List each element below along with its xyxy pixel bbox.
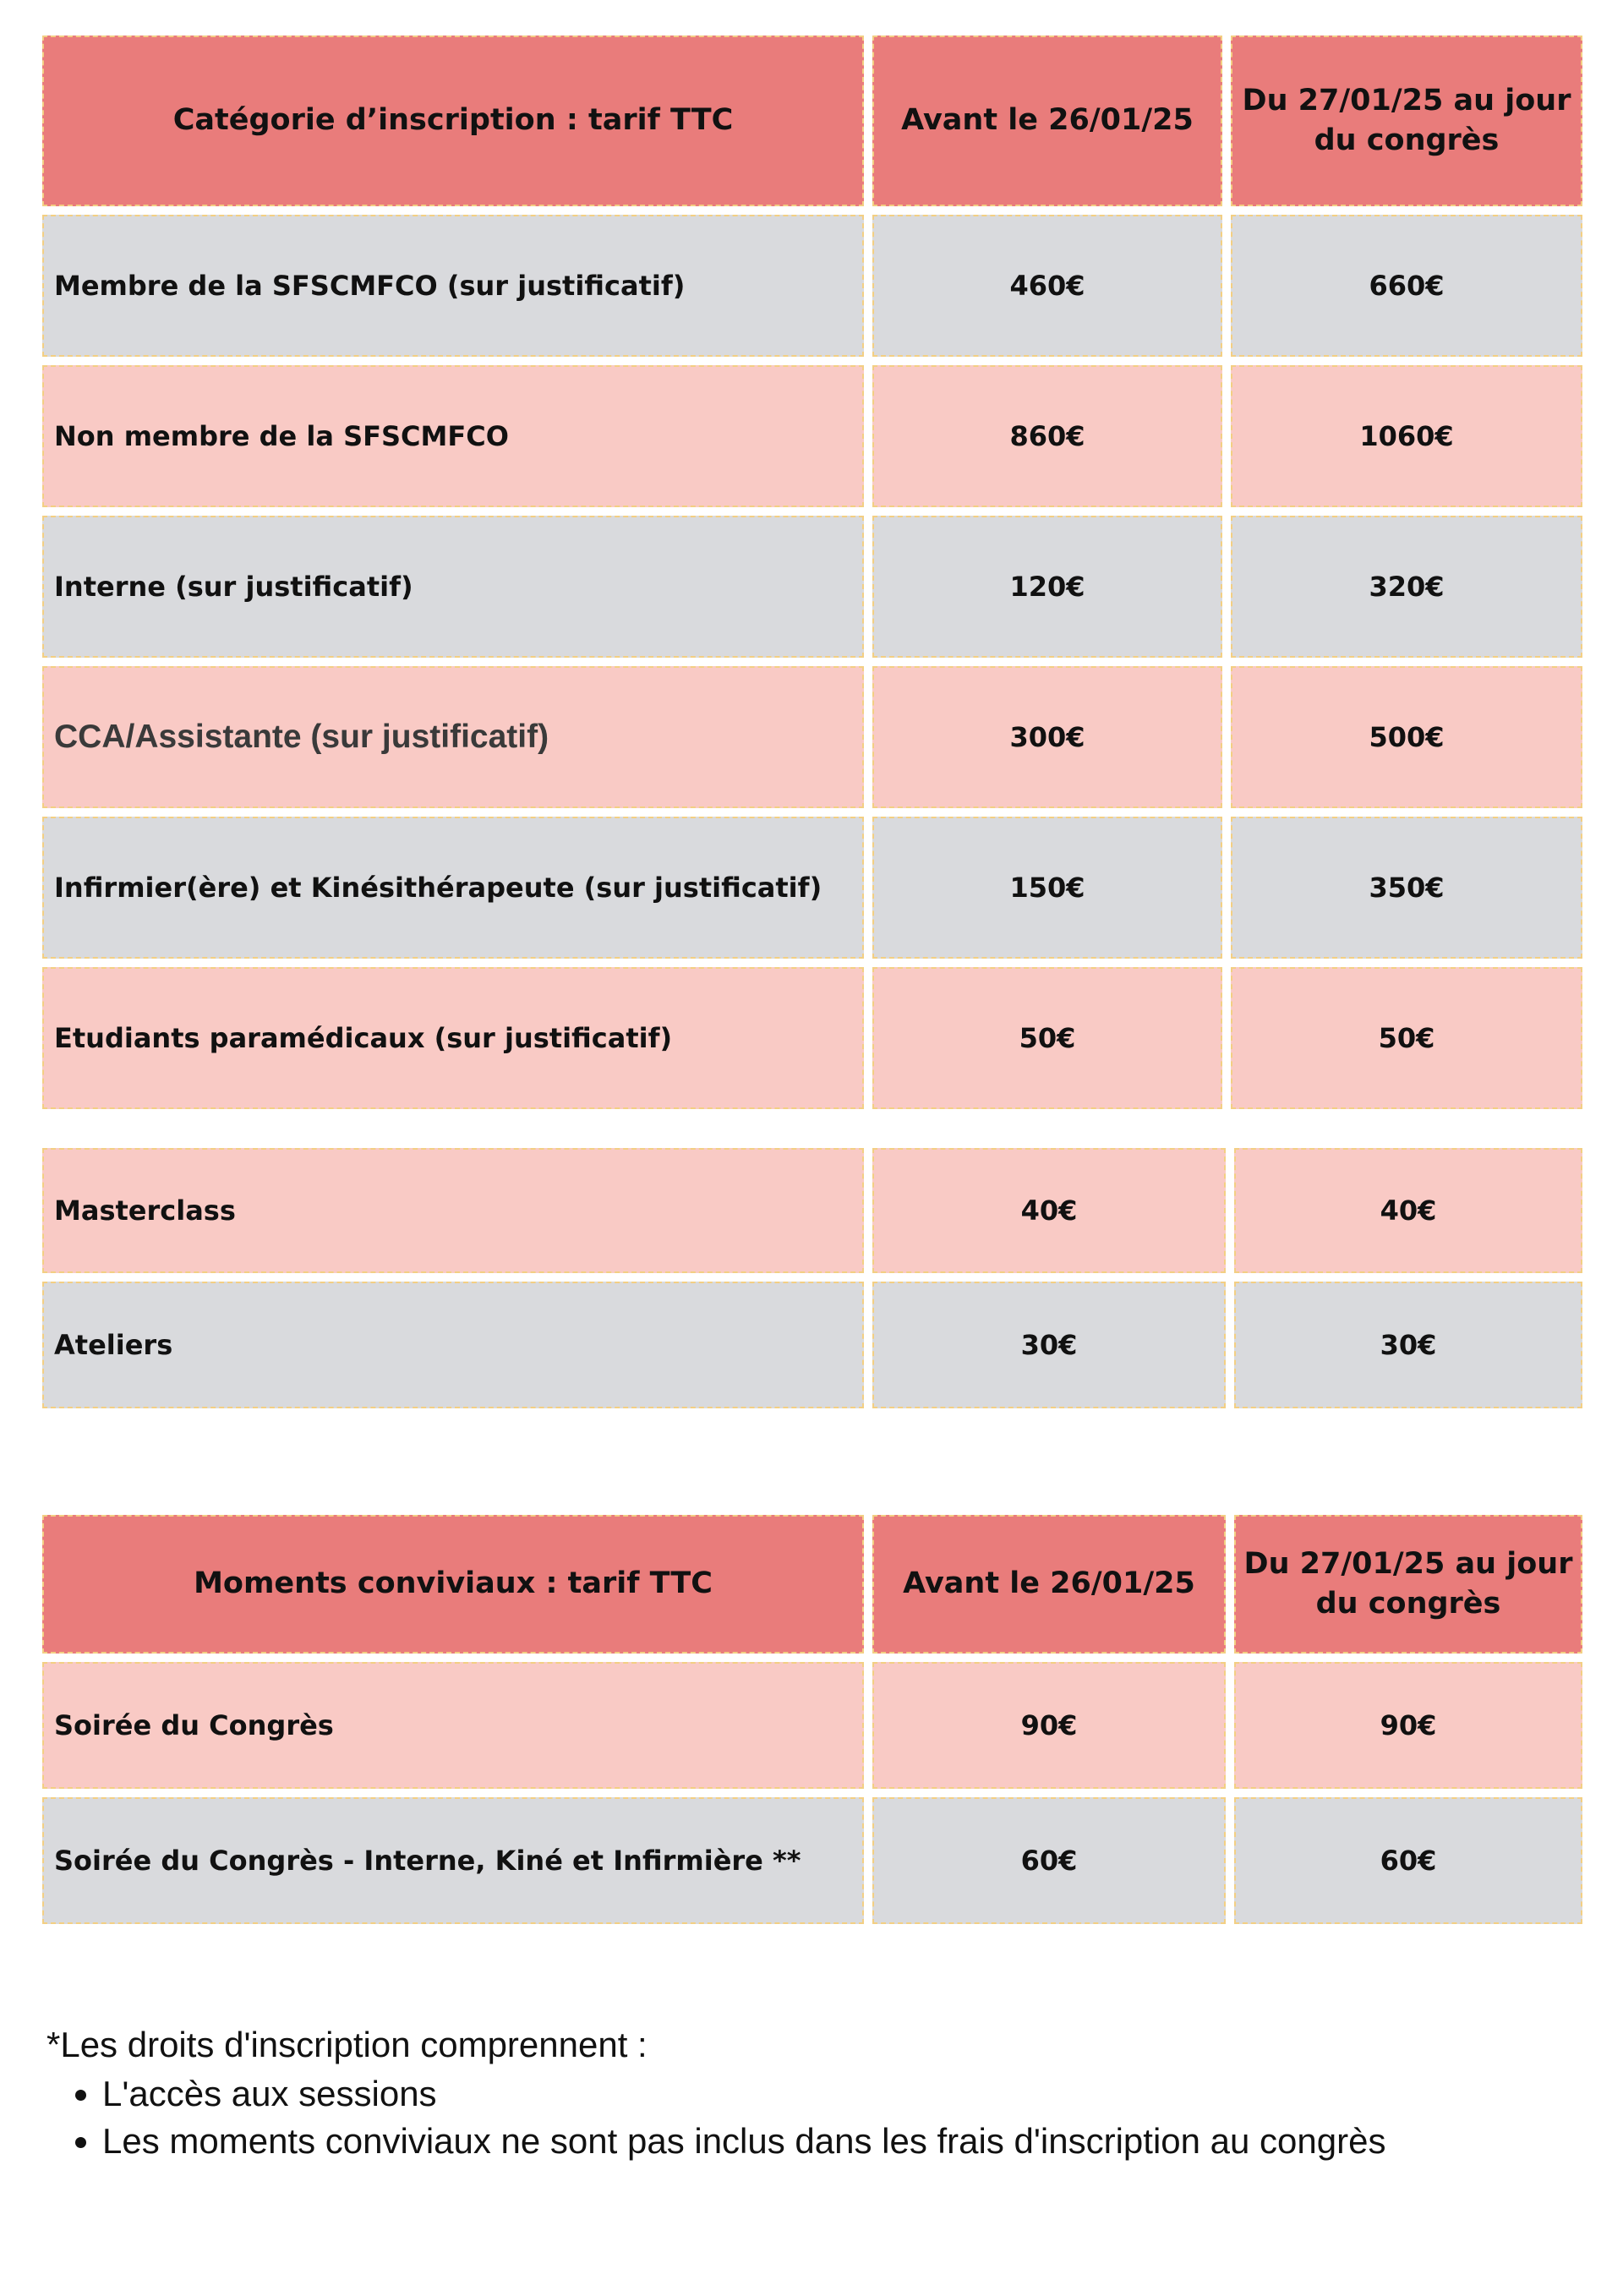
registration-table	[42, 36, 1582, 1118]
row-late-price: 60€	[1234, 1797, 1582, 1924]
row-early-price: 120€	[872, 516, 1222, 658]
row-late-price: 30€	[1234, 1282, 1582, 1408]
notes-list	[46, 2074, 1385, 2162]
row-late-price: 660€	[1231, 215, 1582, 357]
registration-notes	[46, 2025, 1385, 2168]
table-row	[42, 967, 1582, 1109]
table-header	[42, 1515, 1582, 1654]
row-category: CCA/Assistante (sur justificatif)	[42, 666, 864, 808]
table-row	[42, 215, 1582, 357]
row-category: Etudiants paramédicaux (sur justificatif)	[42, 967, 864, 1109]
table-row	[42, 516, 1582, 658]
list-item: • L'accès aux sessions	[102, 2074, 1385, 2114]
row-category: Infirmier(ère) et Kinésithérapeute (sur justificatif)	[42, 817, 864, 959]
row-early-price: 460€	[872, 215, 1222, 357]
social-events-table	[42, 1515, 1582, 1932]
workshop-table	[42, 1148, 1582, 1417]
row-early-price: 300€	[872, 666, 1222, 808]
notes-title: *Les droits d'inscription comprennent :	[46, 2025, 648, 2064]
row-early-price: 30€	[872, 1282, 1226, 1408]
row-late-price: 50€	[1231, 967, 1582, 1109]
row-late-price: 320€	[1231, 516, 1582, 658]
list-item: • Les moments conviviaux ne sont pas inclus dans les frais d'inscription au congrès	[102, 2121, 1385, 2162]
header-category: Catégorie d’inscription : tarif TTC	[42, 36, 864, 206]
row-late-price: 500€	[1231, 666, 1582, 808]
header-category: Moments conviviaux : tarif TTC	[42, 1515, 864, 1654]
row-category: Soirée du Congrès - Interne, Kiné et Infirmière **	[42, 1797, 864, 1924]
row-late-price: 90€	[1234, 1662, 1582, 1789]
row-category: Soirée du Congrès	[42, 1662, 864, 1789]
header-early-price: Avant le 26/01/25	[872, 1515, 1226, 1654]
table-row	[42, 1282, 1582, 1408]
row-late-price: 40€	[1234, 1148, 1582, 1273]
table-header	[42, 36, 1582, 206]
row-early-price: 150€	[872, 817, 1222, 959]
header-late-price: Du 27/01/25 au jour du congrès	[1231, 36, 1582, 206]
row-early-price: 860€	[872, 365, 1222, 507]
row-category: Membre de la SFSCMFCO (sur justificatif)	[42, 215, 864, 357]
row-early-price: 50€	[872, 967, 1222, 1109]
table-row	[42, 1148, 1582, 1273]
table-row	[42, 365, 1582, 507]
row-category: Ateliers	[42, 1282, 864, 1408]
row-early-price: 90€	[872, 1662, 1226, 1789]
row-late-price: 350€	[1231, 817, 1582, 959]
header-late-price: Du 27/01/25 au jour du congrès	[1234, 1515, 1582, 1654]
table-row	[42, 1797, 1582, 1924]
row-late-price: 1060€	[1231, 365, 1582, 507]
row-category: Non membre de la SFSCMFCO	[42, 365, 864, 507]
row-category: Interne (sur justificatif)	[42, 516, 864, 658]
row-early-price: 40€	[872, 1148, 1226, 1273]
table-row	[42, 1662, 1582, 1789]
table-row	[42, 817, 1582, 959]
row-category: Masterclass	[42, 1148, 864, 1273]
table-row	[42, 666, 1582, 808]
header-early-price: Avant le 26/01/25	[872, 36, 1222, 206]
row-early-price: 60€	[872, 1797, 1226, 1924]
